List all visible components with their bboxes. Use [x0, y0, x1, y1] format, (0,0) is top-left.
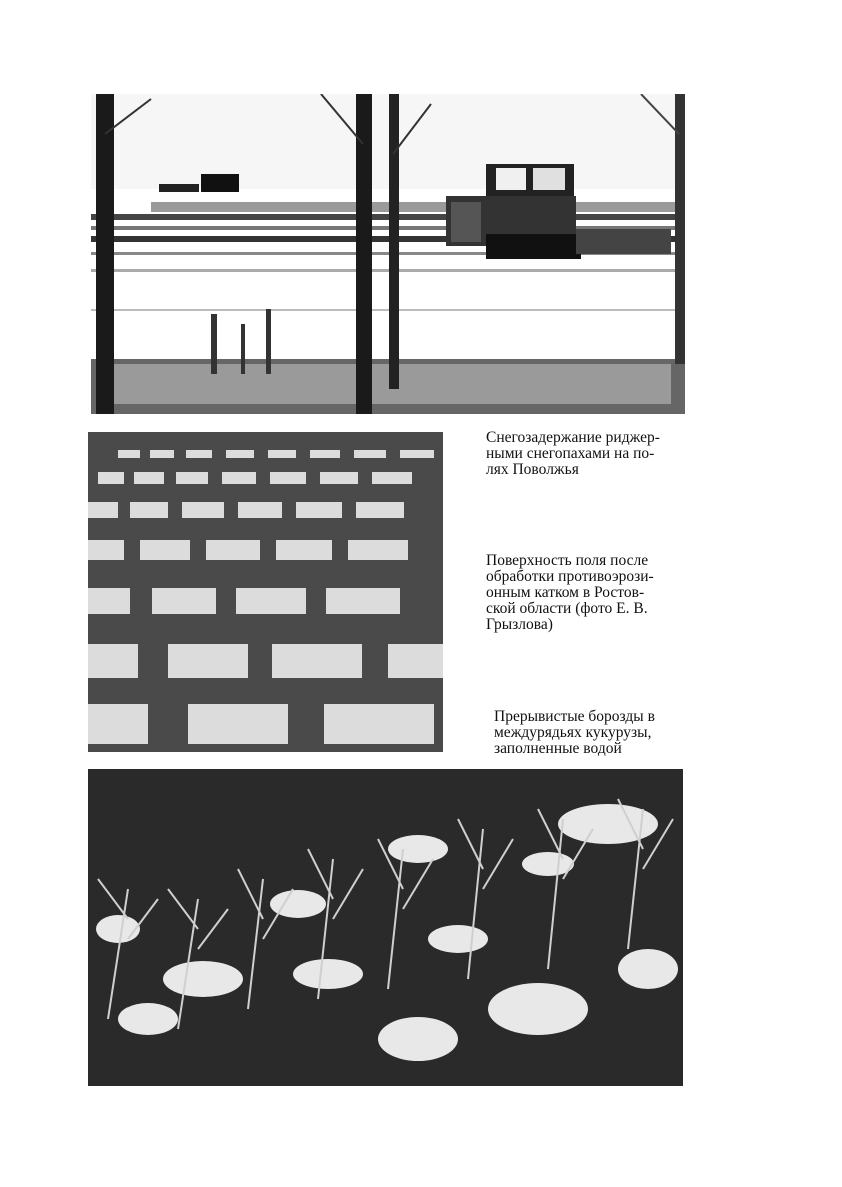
caption-field-surface: Поверхность поля после обработки противоэрози- онным катком в Ростов- ской области (фото Е. В. Грызлова) [486, 552, 654, 633]
corn-photo-image [88, 769, 683, 1086]
photo-corn-furrows [88, 769, 683, 1086]
caption-snow-retention: Снегозадержание риджер- ными снегопахами на по- лях Поволжья [486, 429, 660, 478]
photo-snow-retention-tractor [91, 94, 685, 414]
grid-photo-image [88, 432, 443, 752]
photo-field-grid-surface [88, 432, 443, 752]
caption-corn-furrows: Прерывистые борозды в междурядьях кукурузы, заполненные водой [494, 708, 655, 757]
tractor-photo-image [91, 94, 685, 414]
